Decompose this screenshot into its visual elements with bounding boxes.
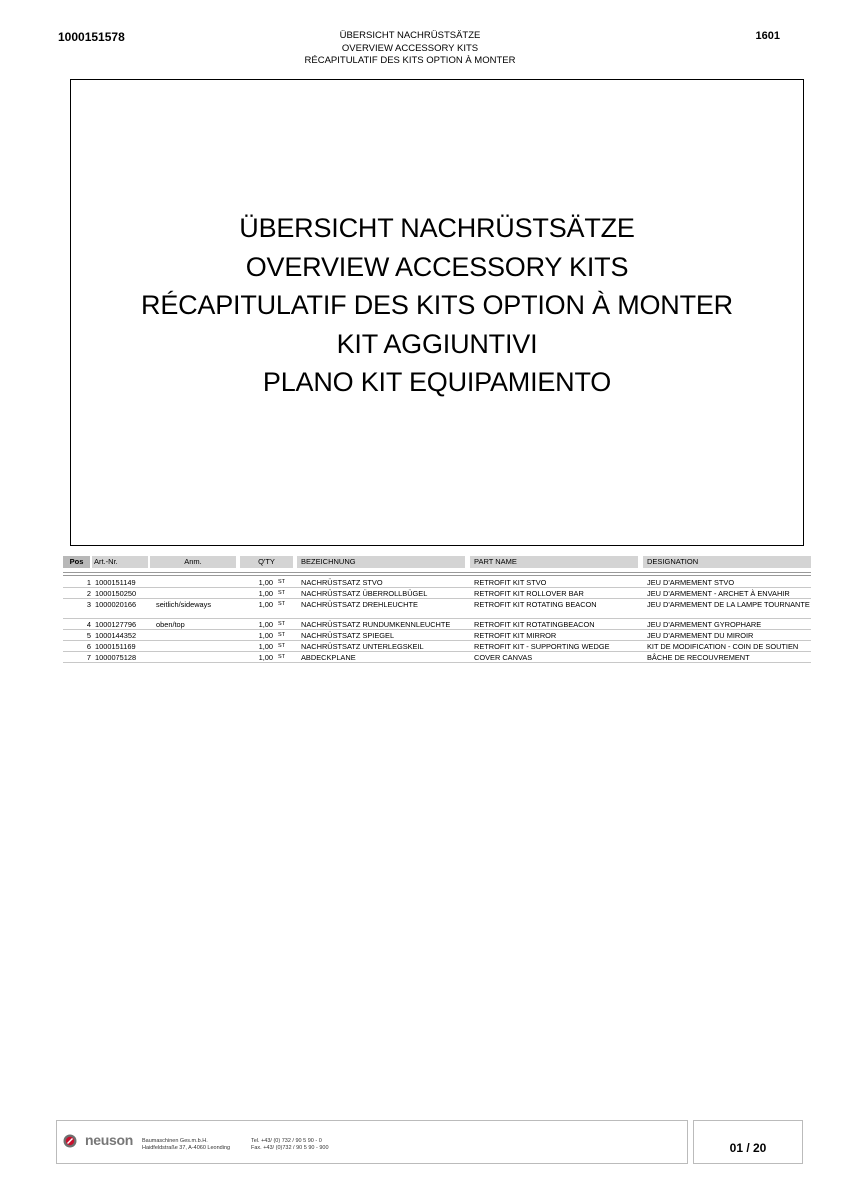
cell-art-nr: 1000075128	[95, 653, 137, 662]
cell-designation: KIT DE MODIFICATION - COIN DE SOUTIEN	[647, 642, 799, 651]
cell-designation: JEU D'ARMEMENT GYROPHARE	[647, 620, 762, 629]
cover-title-fr: RÉCAPITULATIF DES KITS OPTION À MONTER	[141, 290, 733, 320]
cell-pos: 7	[86, 653, 91, 662]
column-header-designation: DESIGNATION	[643, 556, 811, 568]
cell-unit: ST	[278, 579, 286, 585]
cell-anm: oben/top	[156, 620, 185, 629]
table-row	[63, 652, 811, 663]
header-divider	[63, 575, 811, 576]
cell-bezeichnung: NACHRÜSTSATZ UNTERLEGSKEIL	[301, 642, 424, 651]
company-address	[142, 1138, 230, 1152]
cell-bezeichnung: NACHRÜSTSATZ SPIEGEL	[301, 631, 395, 640]
cell-qty: 1,00	[258, 631, 273, 640]
parts-table	[63, 577, 811, 663]
cell-art-nr: 1000127796	[95, 620, 137, 629]
cell-pos: 3	[86, 600, 91, 609]
footer-company-box	[56, 1120, 688, 1164]
cell-designation: JEU D'ARMEMENT DE LA LAMPE TOURNANTE	[647, 600, 810, 609]
cell-pos: 6	[86, 642, 91, 651]
cell-part-name: RETROFIT KIT MIRROR	[474, 631, 557, 640]
cell-bezeichnung: NACHRÜSTSATZ ÜBERROLLBÜGEL	[301, 589, 428, 598]
cell-qty: 1,00	[258, 600, 273, 609]
cell-pos: 5	[86, 631, 91, 640]
header-title-fr: RÉCAPITULATIF DES KITS OPTION À MONTER	[304, 55, 516, 66]
cell-qty: 1,00	[258, 642, 273, 651]
table-row	[63, 577, 811, 588]
cell-part-name: RETROFIT KIT STVO	[474, 578, 547, 587]
cell-part-name: COVER CANVAS	[474, 653, 533, 662]
cell-art-nr: 1000144352	[95, 631, 137, 640]
header-title-en: OVERVIEW ACCESSORY KITS	[341, 42, 479, 54]
neuson-logo-icon	[63, 1134, 77, 1148]
company-contact	[251, 1138, 329, 1152]
cover-title-it: KIT AGGIUNTIVI	[336, 328, 538, 359]
cell-unit: ST	[278, 601, 286, 607]
cell-art-nr: 1000151149	[95, 578, 136, 587]
cell-unit: ST	[278, 654, 286, 660]
cover-title-es: PLANO KIT EQUIPAMIENTO	[262, 367, 612, 397]
cell-unit: ST	[278, 590, 286, 596]
cell-qty: 1,00	[258, 653, 273, 662]
cell-pos: 1	[86, 578, 91, 587]
table-row	[63, 619, 811, 630]
cell-art-nr: 1000020166	[95, 600, 137, 609]
cell-unit: ST	[278, 632, 286, 638]
cover-title-box	[70, 79, 804, 546]
column-header-qty: Q'TY	[240, 556, 293, 568]
cover-title-de: ÜBERSICHT NACHRÜSTSÄTZE	[239, 213, 635, 243]
company-fax: Fax. +43/ (0)732 / 90 5 90 - 900	[251, 1145, 329, 1151]
footer-page-box	[693, 1120, 803, 1164]
neuson-logo-text: neuson	[85, 1132, 133, 1148]
cell-designation: JEU D'ARMEMENT STVO	[647, 578, 735, 587]
cell-bezeichnung: NACHRÜSTSATZ STVO	[301, 578, 383, 587]
document-number: 1000151578	[58, 30, 125, 44]
cover-title-en: OVERVIEW ACCESSORY KITS	[245, 251, 629, 282]
cell-part-name: RETROFIT KIT ROTATINGBEACON	[474, 620, 595, 629]
cell-designation: BÂCHE DE RECOUVREMENT	[647, 653, 750, 662]
cell-qty: 1,00	[258, 620, 273, 629]
column-header-pos: Pos	[63, 556, 90, 568]
cell-unit: ST	[278, 643, 286, 649]
column-header-anm: Anm.	[150, 556, 236, 568]
table-row	[63, 588, 811, 599]
column-header-bezeichnung: BEZEICHNUNG	[297, 556, 465, 568]
page-code: 1601	[755, 30, 780, 42]
table-row	[63, 630, 811, 641]
table-row	[63, 641, 811, 652]
header-title-de: ÜBERSICHT NACHRÜSTSÄTZE	[339, 30, 481, 41]
cell-qty: 1,00	[258, 578, 273, 587]
cell-part-name: RETROFIT KIT ROLLOVER BAR	[474, 589, 584, 598]
cell-part-name: RETROFIT KIT ROTATING BEACON	[474, 600, 597, 609]
cover-titles	[71, 209, 803, 402]
cell-designation: JEU D'ARMEMENT DU MIROIR	[647, 631, 754, 640]
cell-bezeichnung: ABDECKPLANE	[301, 653, 356, 662]
cell-unit: ST	[278, 621, 286, 627]
cell-qty: 1,00	[258, 589, 273, 598]
cell-designation: JEU D'ARMEMENT - ARCHET À ENVAHIR	[647, 589, 790, 598]
header-divider	[63, 572, 811, 573]
company-name: Baumaschinen Ges.m.b.H.	[142, 1138, 208, 1144]
company-phone: Tel. +43/ (0) 732 / 90 5 90 - 0	[251, 1138, 322, 1144]
cell-bezeichnung: NACHRÜSTSATZ DREHLEUCHTE	[301, 600, 418, 609]
page-number: 01 / 20	[729, 1141, 767, 1155]
cell-pos: 4	[86, 620, 91, 629]
column-header-part-name: PART NAME	[470, 556, 638, 568]
column-header-art-nr: Art.-Nr.	[92, 556, 148, 568]
company-street: Haidfeldstraße 37, A-4060 Leonding	[142, 1145, 231, 1151]
cell-part-name: RETROFIT KIT - SUPPORTING WEDGE	[474, 642, 610, 651]
cell-art-nr: 1000151169	[95, 642, 136, 651]
table-row	[63, 599, 811, 619]
cell-anm: seitlich/sideways	[156, 600, 212, 609]
cell-bezeichnung: NACHRÜSTSATZ RUNDUMKENNLEUCHTE	[301, 620, 451, 629]
cell-art-nr: 1000150250	[95, 589, 137, 598]
header-titles	[230, 30, 590, 68]
cell-pos: 2	[86, 589, 91, 598]
